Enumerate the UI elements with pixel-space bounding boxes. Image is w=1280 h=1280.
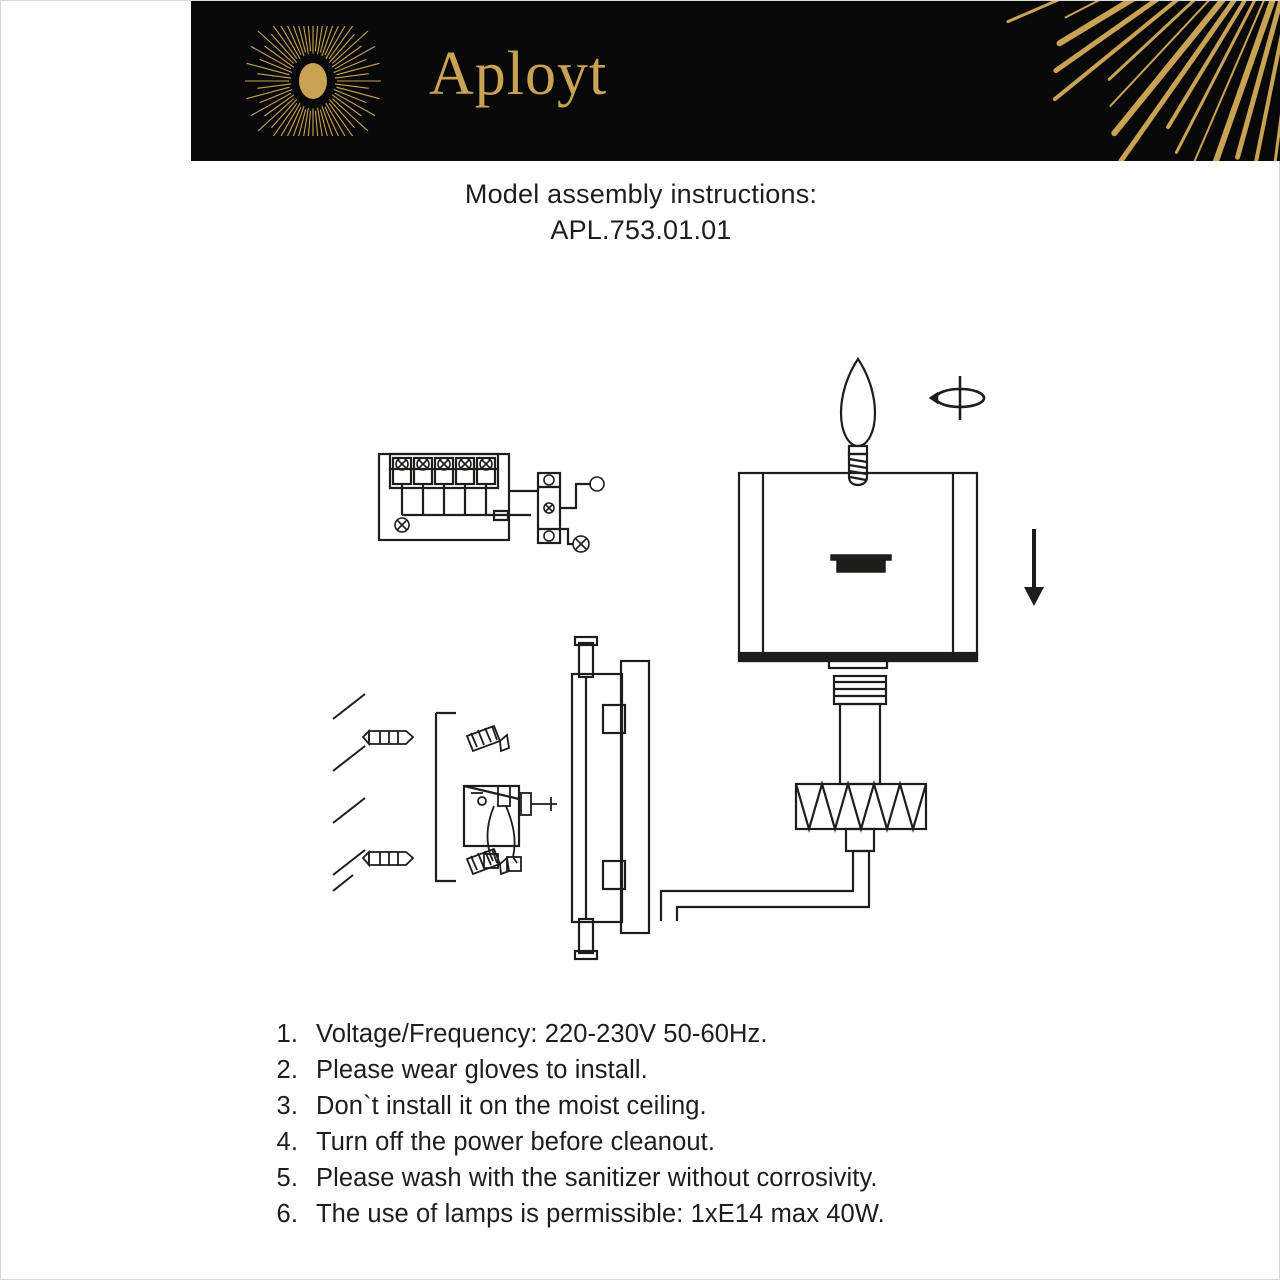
list-item-text: Don`t install it on the moist ceiling. [316,1092,707,1120]
list-item [256,1052,1156,1088]
down-arrow-icon [1024,529,1044,606]
shade-holder-ring [796,676,926,851]
list-item-number: 4. [276,1128,298,1156]
list-item-text: Please wash with the sanitizer without corrosivity. [316,1164,878,1192]
terminal-block [379,454,531,540]
list-item [256,1016,1156,1052]
list-item-number: 1. [276,1020,298,1048]
list-item-text: The use of lamps is permissible: 1xE14 max 40W. [316,1200,885,1228]
list-item [256,1196,1156,1232]
wall-anchor-dowel [363,731,413,865]
list-item [256,1160,1156,1196]
connector-block [509,473,604,552]
sunburst-icon [238,26,388,136]
wall-surface [333,694,365,891]
page-title-line1: Model assembly instructions: [464,179,818,209]
plate-screw-top [575,637,597,677]
brand-banner [191,1,1280,161]
brand-name: Aployt [429,40,608,108]
assembly-diagram [1,301,1280,1001]
wall-plate [572,637,649,959]
list-item-text: Voltage/Frequency: 220-230V 50-60Hz. [316,1020,768,1048]
candle-bulb [841,359,875,485]
lamp-arm [661,851,869,921]
lamp-shade [739,473,977,668]
page-title [1,176,1280,248]
plate-screw-bottom [575,919,597,959]
list-item-number: 6. [276,1200,298,1228]
list-item-number: 2. [276,1056,298,1084]
list-item-text: Turn off the power before cleanout. [316,1128,715,1156]
list-item-number: 3. [276,1092,298,1120]
list-item [256,1088,1156,1124]
page-title-line2: APL.753.01.01 [550,215,732,245]
fan-rays-icon [881,1,1280,161]
safety-notes-list [256,1016,1156,1232]
list-item [256,1124,1156,1160]
list-item-number: 5. [276,1164,298,1192]
rotate-arrow-icon [931,376,984,420]
list-item-text: Please wear gloves to install. [316,1056,648,1084]
mounting-screw [467,726,509,874]
